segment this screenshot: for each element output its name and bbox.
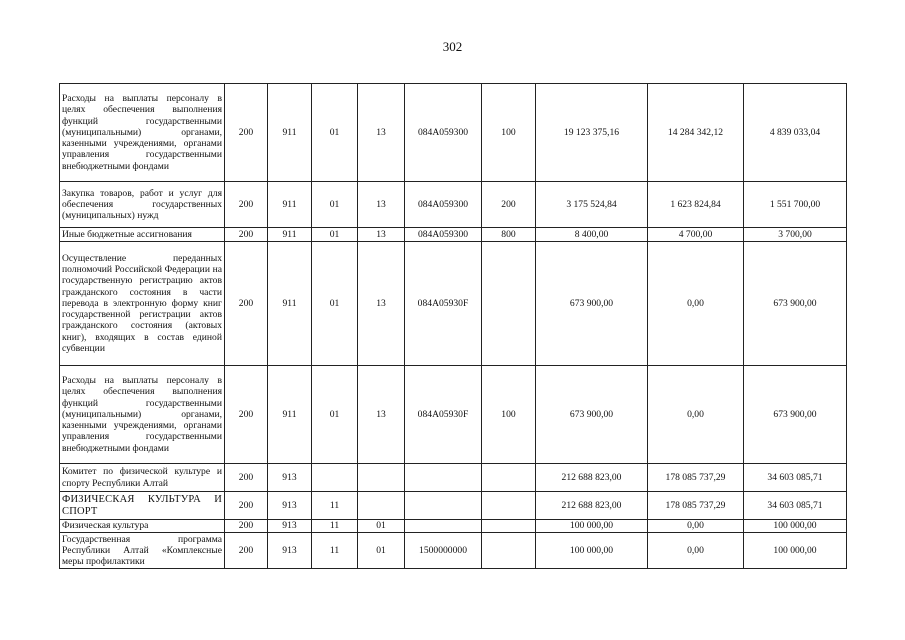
table-row <box>60 533 847 569</box>
amount-2: 4 700,00 <box>648 228 744 242</box>
amount-1: 8 400,00 <box>536 228 648 242</box>
admin-code: 200 <box>225 492 268 520</box>
target-code: 084A059300 <box>405 228 482 242</box>
expense-type-code: 100 <box>482 84 536 182</box>
amount-3: 100 000,00 <box>744 533 847 569</box>
grbs-code: 913 <box>268 492 312 520</box>
subsection-code: 01 <box>358 520 405 533</box>
table-row <box>60 228 847 242</box>
expense-type-code: 800 <box>482 228 536 242</box>
admin-code: 200 <box>225 464 268 492</box>
row-name: Расходы на выплаты персоналу в целях обеспечения выполнения функций государственными (муниципальными) органами, казенными учреждениями, органами управления государственными внебюджетными фондами <box>60 84 225 182</box>
target-code: 084A059300 <box>405 84 482 182</box>
amount-3: 34 603 085,71 <box>744 464 847 492</box>
amount-3: 673 900,00 <box>744 366 847 464</box>
section-code: 01 <box>312 84 358 182</box>
amount-2: 0,00 <box>648 533 744 569</box>
admin-code: 200 <box>225 242 268 366</box>
subsection-code: 13 <box>358 228 405 242</box>
target-code: 084A059300 <box>405 182 482 228</box>
amount-2: 178 085 737,29 <box>648 492 744 520</box>
amount-1: 100 000,00 <box>536 533 648 569</box>
grbs-code: 911 <box>268 242 312 366</box>
target-code: 084A05930F <box>405 242 482 366</box>
admin-code: 200 <box>225 228 268 242</box>
row-name: Физическая культура <box>60 520 225 533</box>
subsection-code: 01 <box>358 533 405 569</box>
section-code: 01 <box>312 242 358 366</box>
row-name: ФИЗИЧЕСКАЯ КУЛЬТУРА И СПОРТ <box>60 492 225 520</box>
expense-type-code <box>482 533 536 569</box>
row-name: Государственная программа Республики Алтай «Комплексные меры профилактики <box>60 533 225 569</box>
amount-3: 673 900,00 <box>744 242 847 366</box>
target-code <box>405 520 482 533</box>
table-row <box>60 242 847 366</box>
amount-1: 212 688 823,00 <box>536 492 648 520</box>
subsection-code: 13 <box>358 182 405 228</box>
target-code: 084A05930F <box>405 366 482 464</box>
section-code <box>312 464 358 492</box>
admin-code: 200 <box>225 520 268 533</box>
admin-code: 200 <box>225 182 268 228</box>
subsection-code: 13 <box>358 366 405 464</box>
admin-code: 200 <box>225 84 268 182</box>
amount-1: 673 900,00 <box>536 366 648 464</box>
amount-2: 0,00 <box>648 520 744 533</box>
grbs-code: 911 <box>268 366 312 464</box>
table-row <box>60 84 847 182</box>
subsection-code: 13 <box>358 242 405 366</box>
amount-3: 34 603 085,71 <box>744 492 847 520</box>
expense-type-code <box>482 242 536 366</box>
amount-1: 100 000,00 <box>536 520 648 533</box>
table-row <box>60 366 847 464</box>
row-name: Расходы на выплаты персоналу в целях обеспечения выполнения функций государственными (муниципальными) органами, казенными учреждениями, органами управления государственными внебюджетными фондами <box>60 366 225 464</box>
admin-code: 200 <box>225 366 268 464</box>
grbs-code: 911 <box>268 228 312 242</box>
target-code <box>405 464 482 492</box>
amount-1: 3 175 524,84 <box>536 182 648 228</box>
row-name: Закупка товаров, работ и услуг для обеспечения государственных (муниципальных) нужд <box>60 182 225 228</box>
row-name: Иные бюджетные ассигнования <box>60 228 225 242</box>
target-code: 1500000000 <box>405 533 482 569</box>
page-number: 302 <box>442 39 463 54</box>
admin-code: 200 <box>225 533 268 569</box>
amount-2: 0,00 <box>648 366 744 464</box>
subsection-code <box>358 464 405 492</box>
expense-type-code <box>482 520 536 533</box>
amount-3: 3 700,00 <box>744 228 847 242</box>
amount-1: 673 900,00 <box>536 242 648 366</box>
section-code: 11 <box>312 520 358 533</box>
amount-2: 14 284 342,12 <box>648 84 744 182</box>
table-row <box>60 464 847 492</box>
budget-table <box>59 83 847 569</box>
grbs-code: 911 <box>268 84 312 182</box>
row-name: Комитет по физической культуре и спорту Республики Алтай <box>60 464 225 492</box>
section-code: 11 <box>312 533 358 569</box>
amount-2: 1 623 824,84 <box>648 182 744 228</box>
table-row <box>60 492 847 520</box>
table-row <box>60 520 847 533</box>
amount-3: 1 551 700,00 <box>744 182 847 228</box>
expense-type-code <box>482 492 536 520</box>
subsection-code: 13 <box>358 84 405 182</box>
section-code: 11 <box>312 492 358 520</box>
section-code: 01 <box>312 228 358 242</box>
section-code: 01 <box>312 366 358 464</box>
amount-2: 0,00 <box>648 242 744 366</box>
grbs-code: 913 <box>268 533 312 569</box>
amount-3: 100 000,00 <box>744 520 847 533</box>
grbs-code: 913 <box>268 520 312 533</box>
grbs-code: 913 <box>268 464 312 492</box>
amount-1: 212 688 823,00 <box>536 464 648 492</box>
subsection-code <box>358 492 405 520</box>
table-row <box>60 182 847 228</box>
grbs-code: 911 <box>268 182 312 228</box>
amount-1: 19 123 375,16 <box>536 84 648 182</box>
amount-2: 178 085 737,29 <box>648 464 744 492</box>
row-name: Осуществление переданных полномочий Российской Федерации на государственную регистрацию актов гражданского состояния в части перевода в электронную форму книг государственной регистрации актов гражданского состояния (актовых книг), входящих в состав единой субвенции <box>60 242 225 366</box>
expense-type-code <box>482 464 536 492</box>
expense-type-code: 200 <box>482 182 536 228</box>
target-code <box>405 492 482 520</box>
amount-3: 4 839 033,04 <box>744 84 847 182</box>
expense-type-code: 100 <box>482 366 536 464</box>
section-code: 01 <box>312 182 358 228</box>
